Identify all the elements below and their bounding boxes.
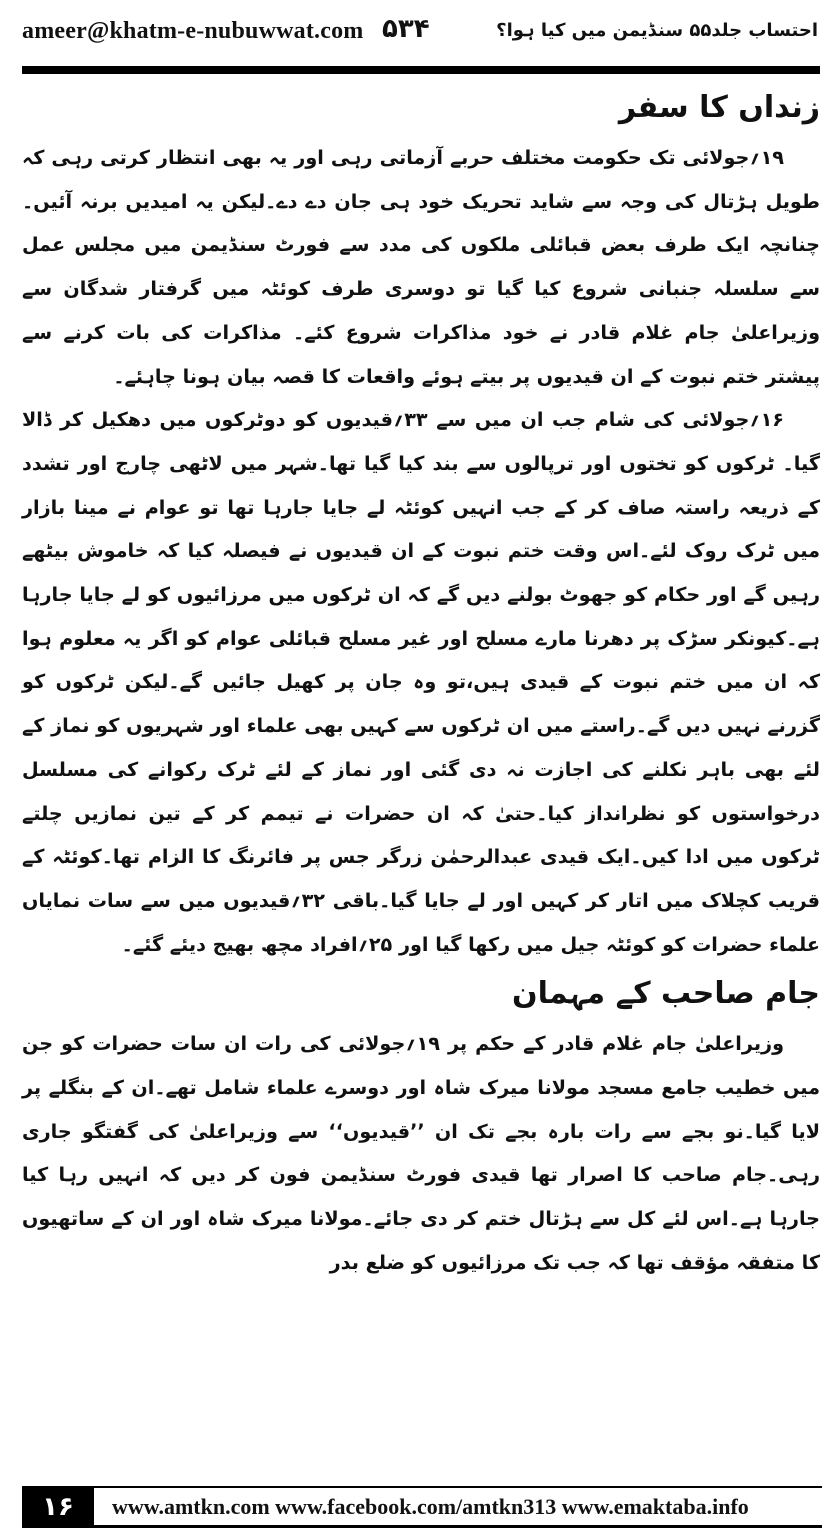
footer-urls: www.amtkn.com www.facebook.com/amtkn313 www.emaktaba.info	[112, 1494, 749, 1519]
paragraph-3: وزیراعلیٰ جام غلام قادر کے حکم پر ۱۹؍جولائی کی رات ان سات حضرات کو جن میں خطیب جامع مسجد مولانا میرک شاہ اور دوسرے علماء شامل تھے۔ان کے بنگلے پر لایا گیا۔نو بجے سے رات بارہ بجے تک ان ’’قیدیوں‘‘ سے وزیراعلیٰ کی گفتگو جاری رہی۔جام صاحب کا اصرار تھا قیدی فورٹ سنڈیمن فون کر دیں کہ انہیں رہا کیا جارہا ہے۔اس لئے کل سے ہڑتال ختم کر دی جائے۔مولانا میرک شاہ اور ان کے ساتھیوں کا متفقہ مؤقف تھا کہ جب تک مرزائیوں کو ضلع بدر	[22, 1032, 820, 1274]
header-rule	[22, 66, 820, 74]
section-heading-2: جام صاحب کے مہمان	[512, 976, 820, 1012]
section-heading-1: زنداں کا سفر	[618, 90, 820, 125]
article-body	[22, 80, 820, 1285]
paragraph-2: ۱۶؍جولائی کی شام جب ان میں سے ۳۳؍قیدیوں کو دوٹرکوں میں دھکیل کر ڈالا گیا۔ ٹرکوں کو تختوں اور ترپالوں سے بند کیا گیا تھا۔شہر میں لاٹھی چارج اور تشدد کے ذریعہ راستہ صاف کر کے جب انہیں کوئٹہ لے جایا جارہا تھا تو عوام نے مینا بازار میں ٹرک روک لئے۔اس وقت ختم نبوت کے ان قیدیوں نے فیصلہ کیا کہ خاموش بیٹھے رہیں گے اور حکام کو جھوٹ بولنے دیں گے کہ ان ٹرکوں میں مرزائیوں کو لے جایا جارہا ہے۔کیونکر سڑک پر دھرنا مارے مسلح اور غیر مسلح قبائلی عوام کو اگر یہ معلوم ہوا کہ ان میں ختم نبوت کے قیدی ہیں،تو وہ جان پر کھیل جائیں گے۔لیکن ٹرکوں کو گزرنے نہیں دیں گے۔راستے میں ان ٹرکوں سے کہیں بھی علماء اور شہریوں کو نماز کے لئے بھی باہر نکلنے کی اجازت نہ دی گئی اور نماز کے لئے ٹرک رکوانے کی مسلسل درخواستوں کو نظرانداز کیا۔حتیٰ کہ ان حضرات نے تیمم کر کے تین نمازیں چلتے ٹرکوں میں ادا کیں۔ایک قیدی عبدالرحمٰن زرگر جس پر فائرنگ کا الزام تھا۔کوئٹہ کے قریب کچلاک میں اتار کر کہیں اور لے جایا گیا۔باقی ۳۲؍قیدیوں میں سے سات نمایاں علماء حضرات کو کوئٹہ جیل میں رکھا گیا اور ۲۵؍افراد مچھ بھیج دیئے گئے۔	[22, 408, 820, 956]
header-email: ameer@khatm-e-nubuwwat.com	[22, 18, 364, 44]
paragraph-1: ۱۹؍جولائی تک حکومت مختلف حربے آزماتی رہی اور یہ بھی انتظار کرتی رہی کہ طویل ہڑتال کی وجہ سے شاید تحریک خود ہی جان دے دے۔لیکن یہ امیدیں برنہ آئیں۔چنانچہ ایک طرف بعض قبائلی ملکوں کی مدد سے فورٹ سنڈیمن میں مجلس عمل سے سلسلہ جنبانی شروع کیا گیا تو دوسری طرف کوئٹہ میں گرفتار شدگان سے وزیراعلیٰ جام غلام قادر نے خود مذاکرات شروع کئے۔ مذاکرات کی بات کرنے سے پیشتر ختم نبوت کے ان قیدیوں پر بیتے ہوئے واقعات کا قصہ بیان ہونا چاہئے۔	[22, 146, 820, 388]
header-page-number: ۵۳۴	[382, 14, 430, 44]
page-header	[0, 0, 840, 80]
page-footer	[22, 1486, 822, 1528]
footer-page-number: ۱۶	[22, 1486, 94, 1528]
header-book-title: احتساب جلد۵۵ سنڈیمن میں کیا ہوا؟	[496, 20, 818, 41]
